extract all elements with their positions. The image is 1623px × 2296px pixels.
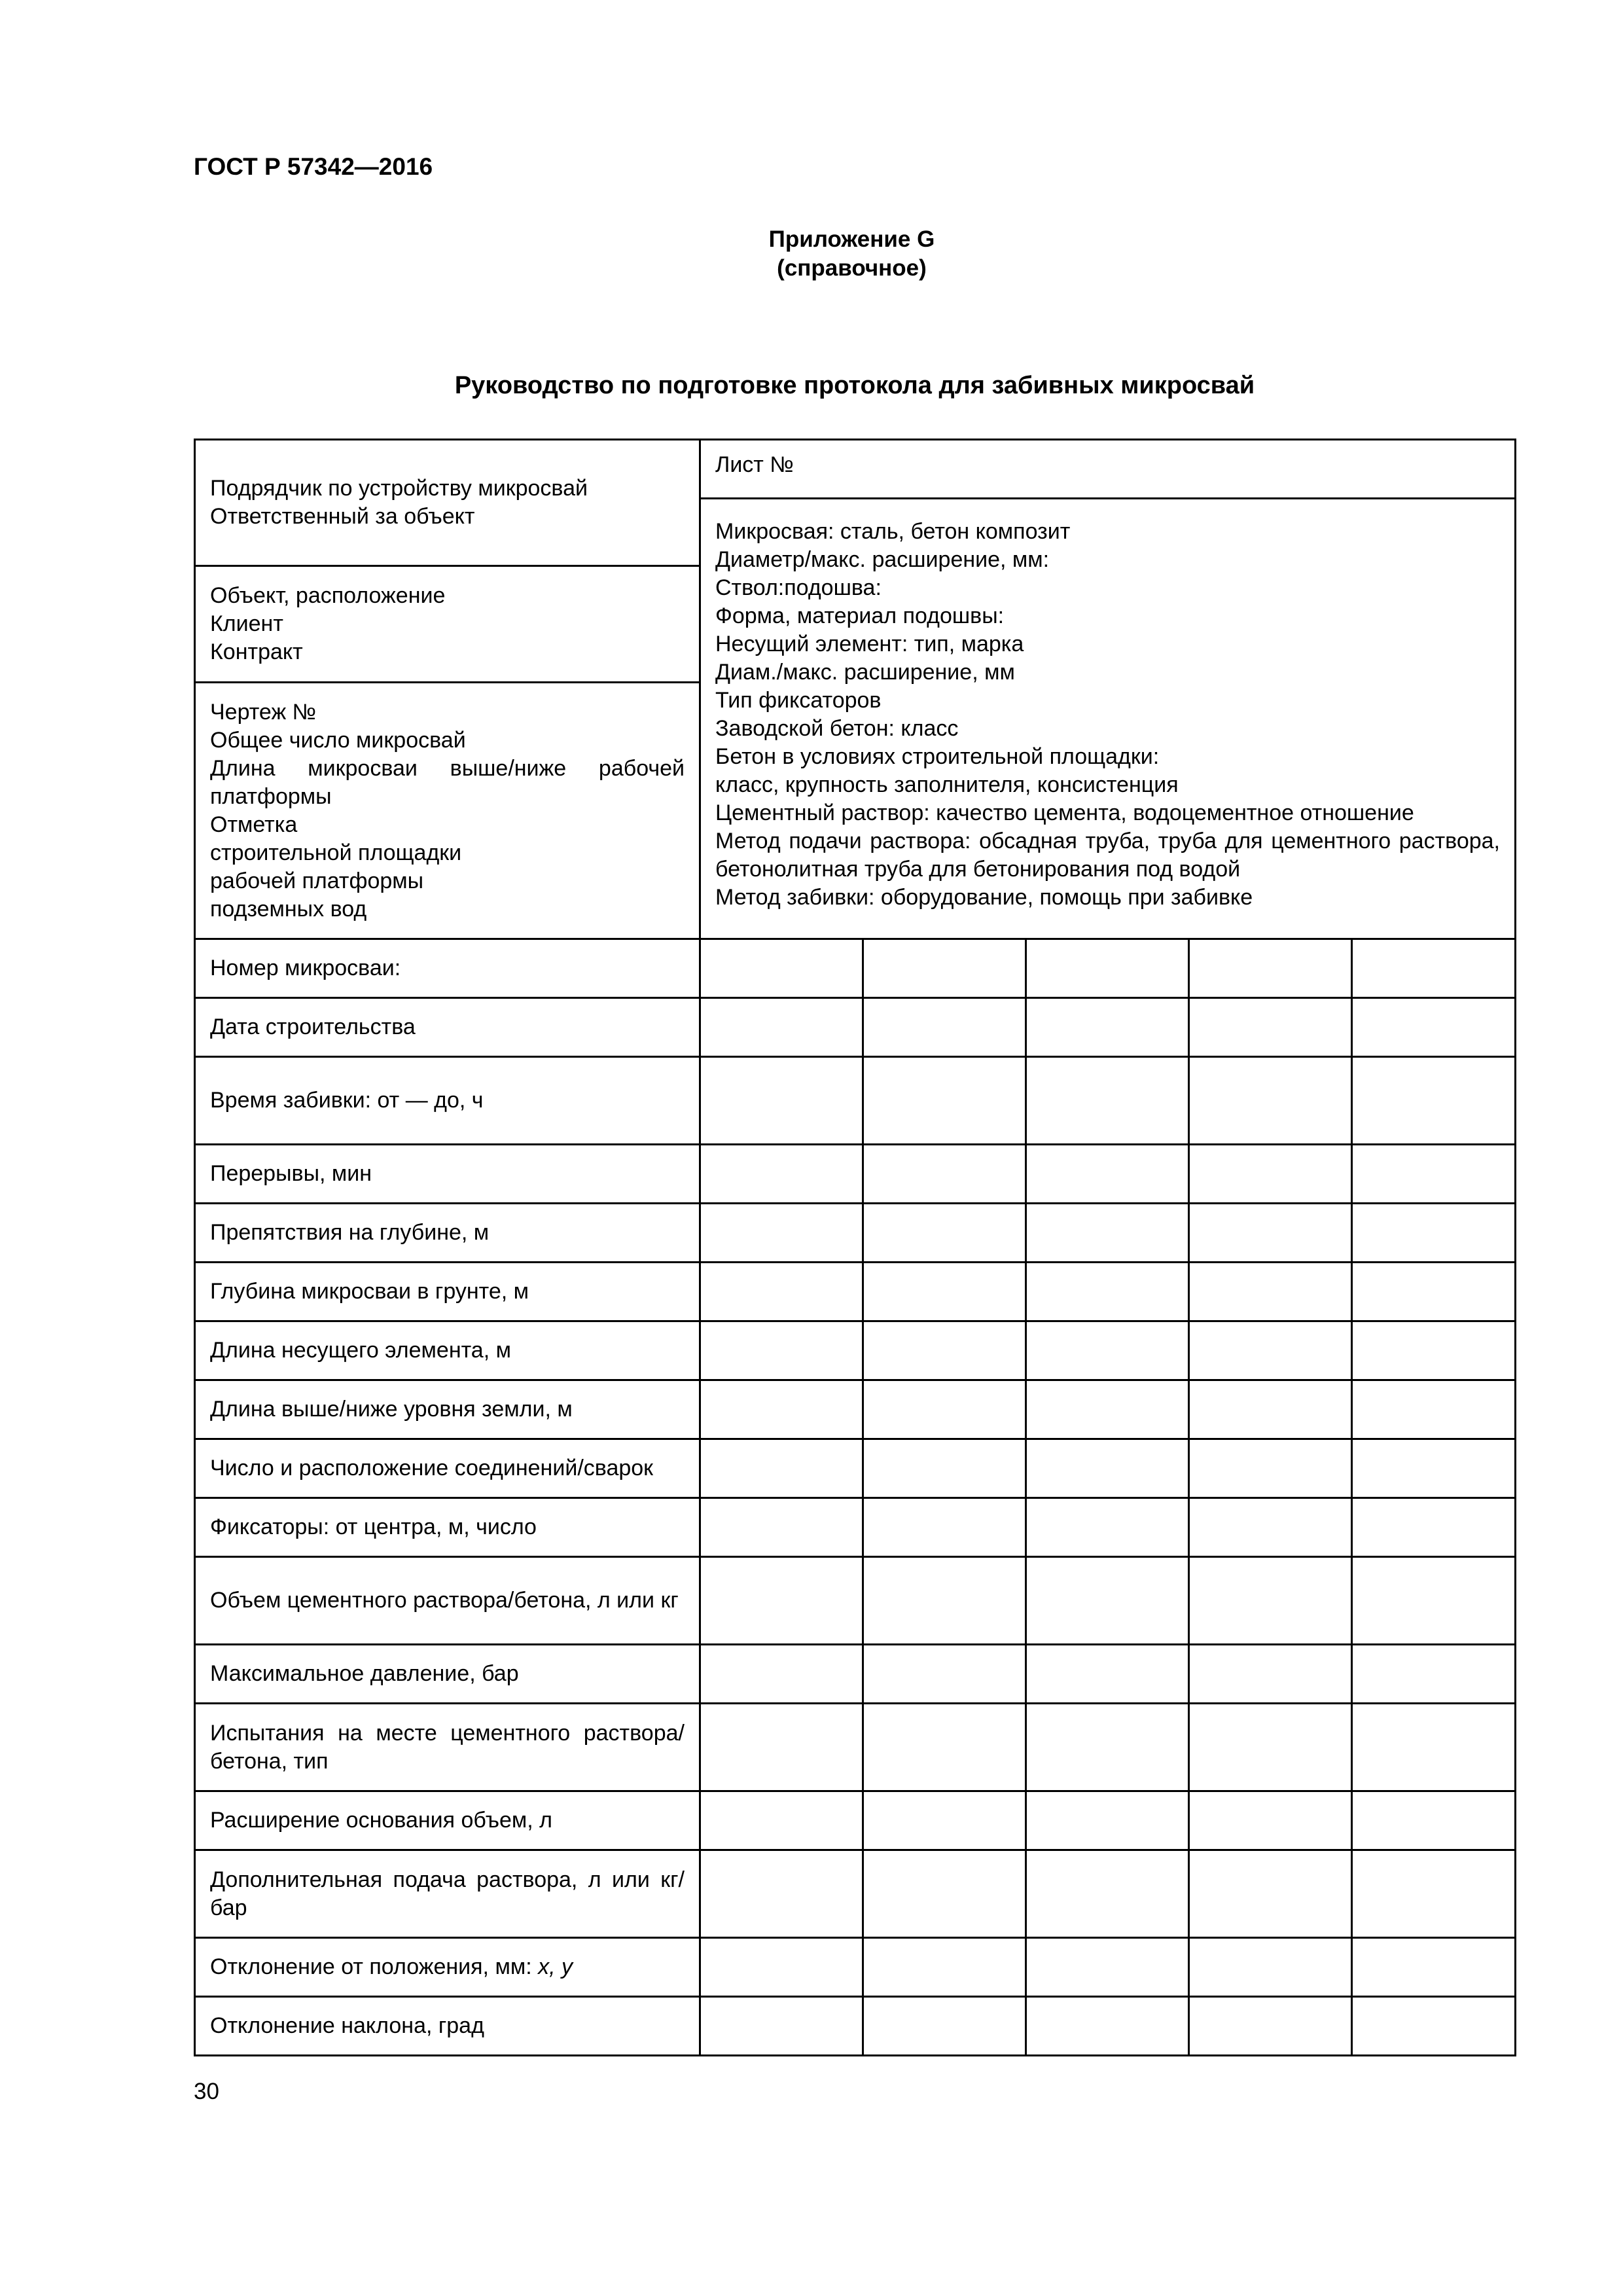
appendix-heading — [0, 225, 1623, 283]
object-label: Объект, расположение — [210, 583, 446, 608]
entry-cell[interactable] — [1352, 1145, 1516, 1204]
table-row — [195, 1850, 1516, 1938]
table-row — [195, 1321, 1516, 1380]
entry-cell[interactable] — [863, 1498, 1026, 1557]
row-label-text: Максимальное давление, бар — [210, 1661, 519, 1686]
pile-spec-line: Метод забивки: оборудование, помощь при забивке — [715, 885, 1253, 910]
entry-cell[interactable] — [700, 1997, 863, 2056]
table-row — [195, 939, 1516, 998]
entry-cell[interactable] — [863, 1321, 1026, 1380]
row-label-variables: x, y — [538, 1954, 573, 1979]
row-label-text: Объем цементного раствора/бетона, л или кг — [210, 1588, 679, 1613]
row-label-text: Отклонение наклона, град — [210, 2013, 484, 2038]
row-label — [195, 939, 700, 998]
entry-cell[interactable] — [1189, 1645, 1352, 1704]
appendix-type: (справочное) — [777, 255, 927, 281]
entry-cell[interactable] — [700, 1204, 863, 1263]
entry-cell[interactable] — [1189, 1439, 1352, 1498]
entry-cell[interactable] — [863, 1938, 1026, 1997]
pile-spec-line: класс, крупность заполнителя, консистенция — [715, 772, 1179, 797]
entry-cell[interactable] — [1026, 1791, 1189, 1850]
row-label-text: Расширение основания объем, л — [210, 1808, 552, 1833]
table-row — [195, 1439, 1516, 1498]
row-label — [195, 1645, 700, 1704]
entry-cell[interactable] — [1026, 1439, 1189, 1498]
entry-cell[interactable] — [1352, 1938, 1516, 1997]
row-label-text: Число и расположение соединений/сварок — [210, 1456, 654, 1480]
table-row — [195, 1380, 1516, 1439]
appendix-label: Приложение G — [768, 226, 935, 252]
page-number: 30 — [194, 2079, 219, 2104]
pile-spec-cell — [700, 499, 1516, 939]
row-label-text: Дополнительная подача раствора, л или кг/бар — [210, 1867, 685, 1920]
pile-spec-list — [715, 518, 1500, 912]
table-row — [195, 1204, 1516, 1263]
row-label — [195, 1850, 700, 1938]
entry-cell[interactable] — [863, 1557, 1026, 1645]
entry-cell[interactable] — [1189, 1380, 1352, 1439]
entry-cell[interactable] — [700, 1850, 863, 1938]
entry-cell[interactable] — [1189, 1204, 1352, 1263]
table-row — [195, 1145, 1516, 1204]
table-row — [195, 1997, 1516, 2056]
entry-cell[interactable] — [863, 1997, 1026, 2056]
client-label: Клиент — [210, 611, 283, 636]
pile-spec-line: Несущий элемент: тип, марка — [715, 632, 1024, 656]
row-label — [195, 1380, 700, 1439]
entry-cell[interactable] — [700, 1321, 863, 1380]
platform-label: рабочей платформы — [210, 868, 424, 893]
pile-spec-line: Цементный раствор: качество цемента, водоцементное отношение — [715, 800, 1414, 825]
drawing-label: Чертеж № — [210, 699, 317, 725]
entry-cell[interactable] — [1026, 1263, 1189, 1321]
entry-cell[interactable] — [1189, 1057, 1352, 1145]
row-label — [195, 1145, 700, 1204]
contract-label: Контракт — [210, 639, 303, 664]
row-label-text: Испытания на месте цементного раствора/бетона, тип — [210, 1720, 685, 1774]
entry-cell[interactable] — [700, 1938, 863, 1997]
pile-spec-line: Метод подачи раствора: обсадная труба, труба для цементного раствора, бетонолитная труба для бетонирования под водой — [715, 829, 1500, 882]
entry-cell[interactable] — [1352, 1204, 1516, 1263]
groundwater-label: подземных вод — [210, 896, 367, 922]
table-row — [195, 1645, 1516, 1704]
table-row — [195, 1498, 1516, 1557]
entry-cell[interactable] — [863, 1439, 1026, 1498]
entry-cell[interactable] — [1352, 1997, 1516, 2056]
entry-cell[interactable] — [1026, 1938, 1189, 1997]
entry-cell[interactable] — [863, 1850, 1026, 1938]
elevation-label: Отметка — [210, 812, 298, 837]
row-label — [195, 1057, 700, 1145]
pile-length-label: Длина микросваи выше/ниже рабочей платформы — [210, 755, 685, 809]
entry-cell[interactable] — [863, 1791, 1026, 1850]
contractor-label: Подрядчик по устройству микросвай — [210, 476, 588, 501]
entry-cell[interactable] — [1189, 1145, 1352, 1204]
entry-cell[interactable] — [1352, 1645, 1516, 1704]
total-piles-label: Общее число микросвай — [210, 727, 466, 753]
sheet-number-cell — [700, 440, 1516, 499]
entry-cell[interactable] — [863, 1204, 1026, 1263]
entry-cell[interactable] — [1352, 1850, 1516, 1938]
row-label-text: Время забивки: от — до, ч — [210, 1088, 484, 1113]
entry-cell[interactable] — [1352, 1557, 1516, 1645]
row-label-text: Длина несущего элемента, м — [210, 1338, 511, 1363]
entry-cell[interactable] — [1189, 1557, 1352, 1645]
table-row — [195, 1938, 1516, 1997]
row-label — [195, 1204, 700, 1263]
entry-cell[interactable] — [1189, 1704, 1352, 1791]
responsible-label: Ответственный за объект — [210, 504, 475, 529]
row-label-text: Дата строительства — [210, 1014, 416, 1039]
entry-cell[interactable] — [1352, 1439, 1516, 1498]
entry-cell[interactable] — [1189, 1791, 1352, 1850]
entry-cell[interactable] — [700, 1145, 863, 1204]
table-row — [195, 1791, 1516, 1850]
pile-spec-line: Бетон в условиях строительной площадки: — [715, 744, 1160, 769]
row-label-text: Фиксаторы: от центра, м, число — [210, 1515, 537, 1539]
row-label — [195, 1704, 700, 1791]
row-label — [195, 998, 700, 1057]
row-label — [195, 1263, 700, 1321]
entry-cell[interactable] — [1352, 1704, 1516, 1791]
table-row — [195, 1704, 1516, 1791]
pile-spec-line: Диаметр/макс. расширение, мм: — [715, 547, 1050, 572]
drawing-cell — [195, 683, 700, 939]
entry-cell[interactable] — [1189, 1938, 1352, 1997]
row-label — [195, 1997, 700, 2056]
sheet-number-label: Лист № — [715, 452, 794, 477]
entry-cell[interactable] — [1352, 1498, 1516, 1557]
table-row — [195, 1057, 1516, 1145]
entry-cell[interactable] — [1026, 1997, 1189, 2056]
entry-cell[interactable] — [700, 1704, 863, 1791]
entry-cell[interactable] — [700, 1057, 863, 1145]
row-label — [195, 1557, 700, 1645]
pile-spec-line: Тип фиксаторов — [715, 688, 882, 713]
row-label-text: Отклонение от положения, мм: — [210, 1954, 532, 1979]
entry-cell[interactable] — [1026, 1557, 1189, 1645]
entry-cell[interactable] — [1189, 998, 1352, 1057]
entry-cell[interactable] — [1352, 1791, 1516, 1850]
entry-cell[interactable] — [700, 1557, 863, 1645]
row-label-text: Препятствия на глубине, м — [210, 1220, 490, 1245]
site-label: строительной площадки — [210, 840, 462, 865]
entry-cell[interactable] — [1189, 939, 1352, 998]
pile-spec-line: Ствол:подошва: — [715, 575, 882, 600]
document-code: ГОСТ Р 57342—2016 — [194, 153, 433, 180]
entry-cell[interactable] — [1189, 1321, 1352, 1380]
entry-cell[interactable] — [1189, 1997, 1352, 2056]
entry-cell[interactable] — [1026, 1498, 1189, 1557]
entry-cell[interactable] — [700, 1791, 863, 1850]
entry-cell[interactable] — [863, 1263, 1026, 1321]
entry-cell[interactable] — [863, 1057, 1026, 1145]
row-label — [195, 1498, 700, 1557]
table-row — [195, 1557, 1516, 1645]
entry-cell[interactable] — [1352, 1321, 1516, 1380]
entry-cell[interactable] — [1026, 1057, 1189, 1145]
entry-cell[interactable] — [1189, 1263, 1352, 1321]
protocol-form-table — [194, 439, 1516, 2056]
row-label-text: Перерывы, мин — [210, 1161, 372, 1186]
contractor-cell — [195, 440, 700, 566]
entry-cell[interactable] — [1352, 939, 1516, 998]
entry-cell[interactable] — [1026, 939, 1189, 998]
entry-cell[interactable] — [700, 1439, 863, 1498]
row-label — [195, 1321, 700, 1380]
entry-cell[interactable] — [700, 998, 863, 1057]
row-label-text: Номер микросваи: — [210, 956, 401, 980]
entry-cell[interactable] — [1352, 998, 1516, 1057]
row-label-text: Длина выше/ниже уровня земли, м — [210, 1397, 573, 1422]
entry-cell[interactable] — [700, 1380, 863, 1439]
entry-cell[interactable] — [1352, 1263, 1516, 1321]
entry-cell[interactable] — [700, 1498, 863, 1557]
entry-cell[interactable] — [1352, 1380, 1516, 1439]
pile-spec-line: Микросвая: сталь, бетон композит — [715, 519, 1071, 544]
entry-cell[interactable] — [863, 998, 1026, 1057]
entry-cell[interactable] — [1352, 1057, 1516, 1145]
row-label — [195, 1439, 700, 1498]
entry-cell[interactable] — [863, 1645, 1026, 1704]
entry-cell[interactable] — [700, 939, 863, 998]
entry-cell[interactable] — [863, 1380, 1026, 1439]
entry-cell[interactable] — [1026, 998, 1189, 1057]
entry-cell[interactable] — [863, 939, 1026, 998]
row-label-text: Глубина микросваи в грунте, м — [210, 1279, 529, 1304]
entry-cell[interactable] — [700, 1263, 863, 1321]
entry-cell[interactable] — [863, 1704, 1026, 1791]
entry-cell[interactable] — [863, 1145, 1026, 1204]
entry-cell[interactable] — [1026, 1204, 1189, 1263]
pile-spec-line: Форма, материал подошвы: — [715, 603, 1005, 628]
entry-cell[interactable] — [700, 1645, 863, 1704]
table-row — [195, 1263, 1516, 1321]
entry-cell[interactable] — [1189, 1498, 1352, 1557]
entry-cell[interactable] — [1026, 1645, 1189, 1704]
entry-cell[interactable] — [1026, 1321, 1189, 1380]
document-title: Руководство по подготовке протокола для забивных микросвай — [454, 372, 1255, 399]
entry-cell[interactable] — [1026, 1704, 1189, 1791]
entry-cell[interactable] — [1026, 1850, 1189, 1938]
entry-cell[interactable] — [1189, 1850, 1352, 1938]
row-label — [195, 1938, 700, 1997]
object-cell — [195, 566, 700, 683]
row-label — [195, 1791, 700, 1850]
pile-spec-line: Заводской бетон: класс — [715, 716, 959, 741]
entry-cell[interactable] — [1026, 1145, 1189, 1204]
entry-cell[interactable] — [1026, 1380, 1189, 1439]
table-row — [195, 998, 1516, 1057]
pile-spec-line: Диам./макс. расширение, мм — [715, 660, 1015, 685]
